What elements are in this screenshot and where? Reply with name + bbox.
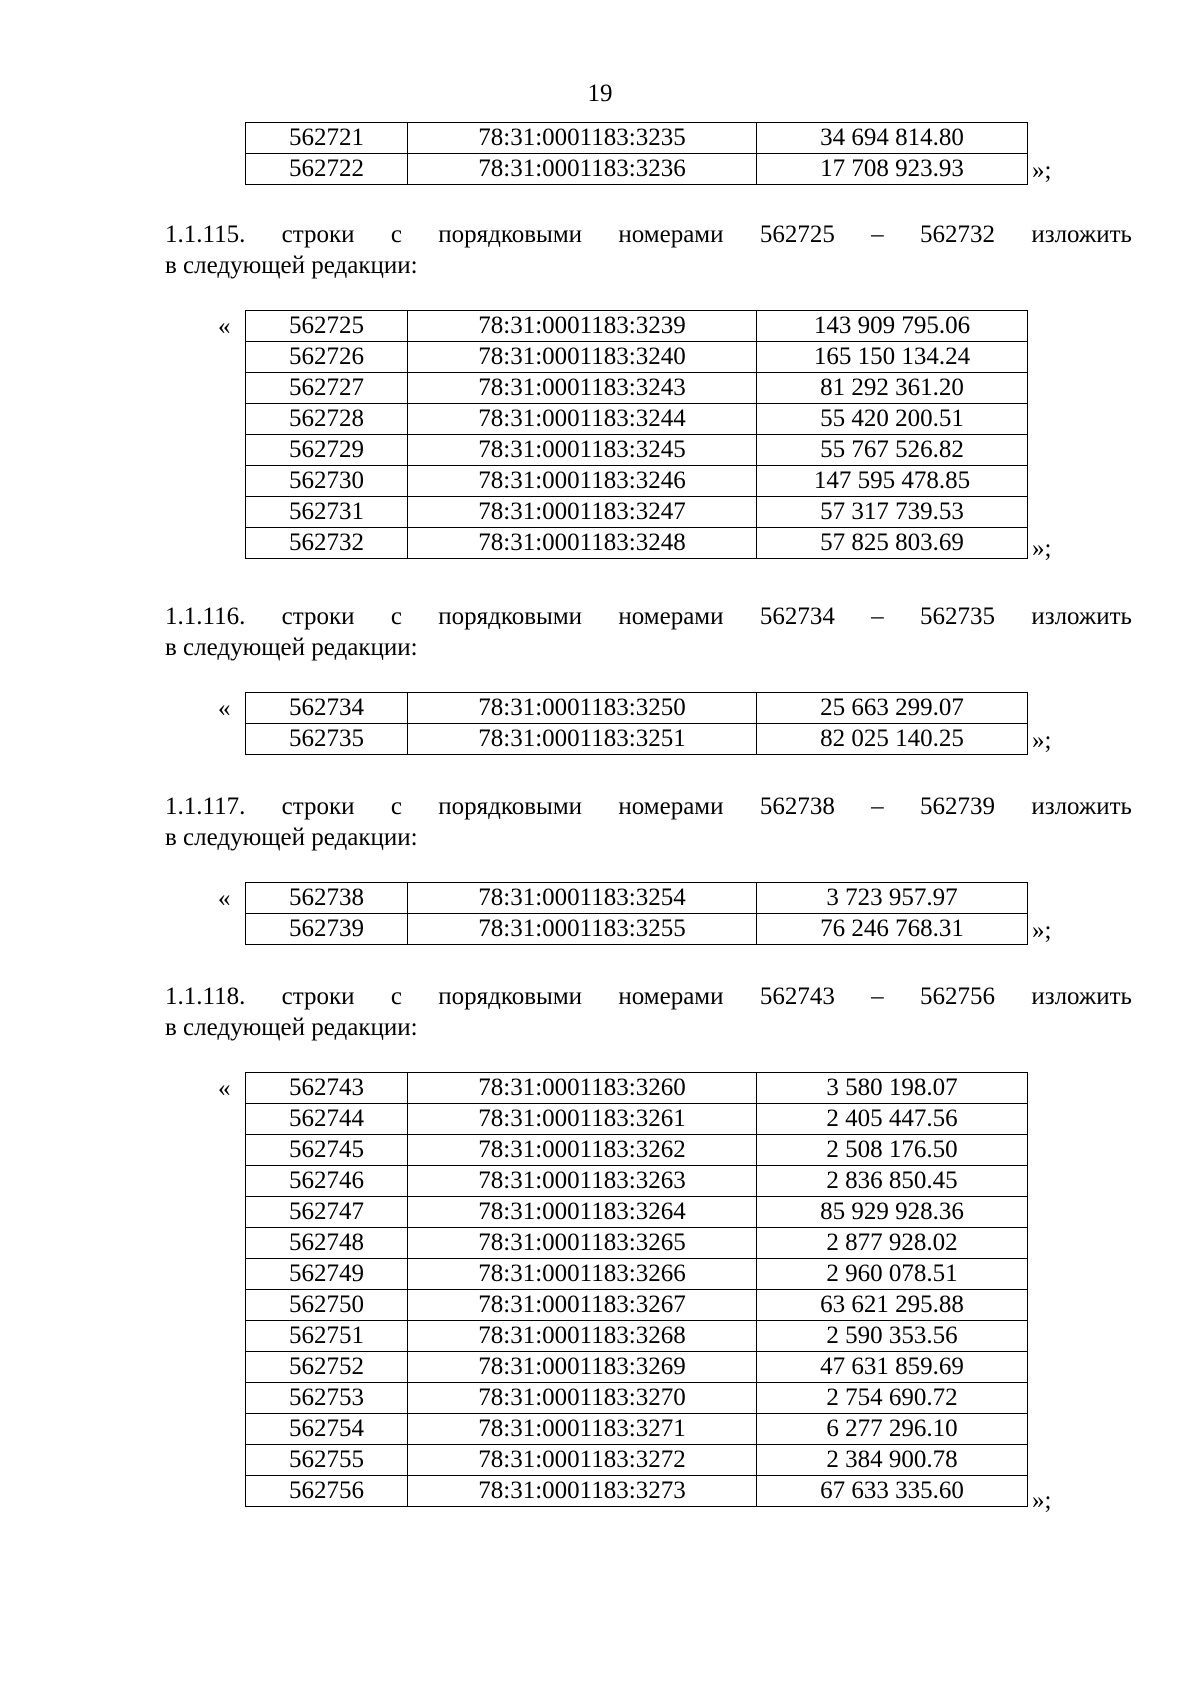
value-cell: 2 384 900.78: [757, 1445, 1028, 1476]
range-to: 562756: [920, 983, 995, 1010]
table-row: [246, 373, 1028, 404]
table-row: [246, 1321, 1028, 1352]
table-row: [246, 724, 1028, 755]
value-cell: 2 405 447.56: [757, 1104, 1028, 1135]
paragraph-first-line: [165, 221, 1132, 249]
item-number: 1.1.118.: [165, 983, 246, 1010]
row-number-cell: 562721: [246, 123, 408, 154]
paragraph: [0, 603, 1200, 665]
range-to: 562732: [920, 221, 995, 248]
cadastral-number-cell: 78:31:0001183:3264: [408, 1197, 757, 1228]
cadastral-number-cell: 78:31:0001183:3260: [408, 1073, 757, 1104]
range-to: 562739: [920, 793, 995, 820]
table-row: [246, 1073, 1028, 1104]
item-number: 1.1.117.: [165, 793, 246, 820]
row-number-cell: 562728: [246, 404, 408, 435]
range-from: 562734: [759, 603, 835, 630]
cadastral-number-cell: 78:31:0001183:3247: [408, 497, 757, 528]
paragraph: [0, 221, 1200, 283]
row-number-cell: 562739: [246, 914, 408, 945]
word: изложить: [1031, 603, 1132, 630]
cadastral-number-cell: 78:31:0001183:3270: [408, 1383, 757, 1414]
paragraph-first-line: [165, 983, 1132, 1011]
cadastral-number-cell: 78:31:0001183:3243: [408, 373, 757, 404]
paragraph: [0, 793, 1200, 855]
value-cell: 3 723 957.97: [757, 883, 1028, 914]
row-number-cell: 562722: [246, 154, 408, 185]
cadastral-number-cell: 78:31:0001183:3263: [408, 1166, 757, 1197]
word: изложить: [1031, 793, 1132, 820]
row-number-cell: 562729: [246, 435, 408, 466]
section-1116: [0, 603, 1200, 754]
table-row: [246, 1197, 1028, 1228]
word: порядковыми: [438, 983, 583, 1010]
paragraph: [0, 983, 1200, 1045]
item-number: 1.1.116.: [165, 603, 246, 630]
value-cell: 2 590 353.56: [757, 1321, 1028, 1352]
cadastral-number-cell: 78:31:0001183:3261: [408, 1104, 757, 1135]
word: номерами: [618, 603, 724, 630]
cadastral-number-cell: 78:31:0001183:3236: [408, 154, 757, 185]
cadastral-number-cell: 78:31:0001183:3250: [408, 693, 757, 724]
close-quote: »;: [1032, 157, 1052, 184]
value-cell: 82 025 140.25: [757, 724, 1028, 755]
paragraph-first-line: [165, 793, 1132, 821]
range-dash: –: [871, 793, 884, 820]
table-row: [246, 311, 1028, 342]
cadastral-number-cell: 78:31:0001183:3240: [408, 342, 757, 373]
value-cell: 165 150 134.24: [757, 342, 1028, 373]
table-container: [245, 882, 1028, 945]
row-number-cell: 562726: [246, 342, 408, 373]
open-quote: «: [218, 1075, 231, 1102]
word: изложить: [1031, 983, 1132, 1010]
cadastral-number-cell: 78:31:0001183:3262: [408, 1135, 757, 1166]
value-cell: 47 631 859.69: [757, 1352, 1028, 1383]
row-number-cell: 562747: [246, 1197, 408, 1228]
row-number-cell: 562731: [246, 497, 408, 528]
value-cell: 2 508 176.50: [757, 1135, 1028, 1166]
value-cell: 57 317 739.53: [757, 497, 1028, 528]
value-cell: 76 246 768.31: [757, 914, 1028, 945]
word: строки: [281, 983, 355, 1010]
row-number-cell: 562753: [246, 1383, 408, 1414]
word: с: [390, 221, 402, 248]
section-1115: [0, 221, 1200, 562]
row-number-cell: 562744: [246, 1104, 408, 1135]
range-dash: –: [871, 983, 884, 1010]
table-row: [246, 404, 1028, 435]
table-row: [246, 466, 1028, 497]
value-cell: 67 633 335.60: [757, 1476, 1028, 1507]
table-row: [246, 693, 1028, 724]
table-row: [246, 123, 1028, 154]
word: порядковыми: [438, 603, 583, 630]
table-row: [246, 435, 1028, 466]
table-container: [245, 692, 1028, 755]
row-number-cell: 562755: [246, 1445, 408, 1476]
value-cell: 2 836 850.45: [757, 1166, 1028, 1197]
table-row: [246, 1228, 1028, 1259]
word: строки: [281, 221, 355, 248]
word: номерами: [618, 221, 724, 248]
cadastral-number-cell: 78:31:0001183:3239: [408, 311, 757, 342]
table-row: [246, 883, 1028, 914]
value-cell: 3 580 198.07: [757, 1073, 1028, 1104]
row-number-cell: 562749: [246, 1259, 408, 1290]
row-number-cell: 562750: [246, 1290, 408, 1321]
cadastral-number-cell: 78:31:0001183:3254: [408, 883, 757, 914]
value-cell: 143 909 795.06: [757, 311, 1028, 342]
word: с: [390, 603, 402, 630]
row-number-cell: 562725: [246, 311, 408, 342]
cadastral-number-cell: 78:31:0001183:3269: [408, 1352, 757, 1383]
paragraph-first-line: [165, 603, 1132, 631]
row-number-cell: 562727: [246, 373, 408, 404]
range-to: 562735: [920, 603, 995, 630]
value-cell: 57 825 803.69: [757, 528, 1028, 559]
table-row: [246, 1352, 1028, 1383]
value-cell: 81 292 361.20: [757, 373, 1028, 404]
word: порядковыми: [438, 221, 583, 248]
row-number-cell: 562735: [246, 724, 408, 755]
word: номерами: [618, 983, 724, 1010]
row-number-cell: 562730: [246, 466, 408, 497]
paragraph-second-line: в следующей редакции:: [165, 252, 418, 279]
value-cell: 34 694 814.80: [757, 123, 1028, 154]
table-container: [245, 1072, 1028, 1507]
value-cell: 147 595 478.85: [757, 466, 1028, 497]
row-number-cell: 562751: [246, 1321, 408, 1352]
cadastral-number-cell: 78:31:0001183:3272: [408, 1445, 757, 1476]
value-cell: 2 877 928.02: [757, 1228, 1028, 1259]
paragraph-second-line: в следующей редакции:: [165, 1014, 418, 1041]
value-cell: 85 929 928.36: [757, 1197, 1028, 1228]
page-number: 19: [587, 80, 613, 107]
cadastral-number-cell: 78:31:0001183:3266: [408, 1259, 757, 1290]
table-row: [246, 1135, 1028, 1166]
rows-table: [245, 882, 1028, 945]
table-row: [246, 342, 1028, 373]
cadastral-number-cell: 78:31:0001183:3245: [408, 435, 757, 466]
table-row: [246, 528, 1028, 559]
cadastral-number-cell: 78:31:0001183:3268: [408, 1321, 757, 1352]
table-row: [246, 497, 1028, 528]
word: изложить: [1031, 221, 1132, 248]
rows-table: [245, 1072, 1028, 1507]
cadastral-number-cell: 78:31:0001183:3273: [408, 1476, 757, 1507]
row-number-cell: 562752: [246, 1352, 408, 1383]
cadastral-number-cell: 78:31:0001183:3246: [408, 466, 757, 497]
value-cell: 63 621 295.88: [757, 1290, 1028, 1321]
cadastral-number-cell: 78:31:0001183:3244: [408, 404, 757, 435]
open-quote: «: [218, 313, 231, 340]
range-from: 562743: [759, 983, 835, 1010]
value-cell: 2 754 690.72: [757, 1383, 1028, 1414]
rows-table: [245, 692, 1028, 755]
value-cell: 2 960 078.51: [757, 1259, 1028, 1290]
row-number-cell: 562738: [246, 883, 408, 914]
close-quote: »;: [1032, 535, 1052, 562]
table-container: [245, 122, 1028, 185]
item-number: 1.1.115.: [165, 221, 246, 248]
row-number-cell: 562743: [246, 1073, 408, 1104]
row-number-cell: 562732: [246, 528, 408, 559]
row-number-cell: 562754: [246, 1414, 408, 1445]
table-row: [246, 1414, 1028, 1445]
table-row: [246, 154, 1028, 185]
cadastral-number-cell: 78:31:0001183:3251: [408, 724, 757, 755]
word: с: [390, 983, 402, 1010]
table-row: [246, 914, 1028, 945]
cadastral-number-cell: 78:31:0001183:3255: [408, 914, 757, 945]
value-cell: 25 663 299.07: [757, 693, 1028, 724]
row-number-cell: 562756: [246, 1476, 408, 1507]
table-row: [246, 1259, 1028, 1290]
close-quote: »;: [1032, 917, 1052, 944]
value-cell: 17 708 923.93: [757, 154, 1028, 185]
open-quote: «: [218, 695, 231, 722]
close-quote: »;: [1032, 1487, 1052, 1514]
word: строки: [281, 793, 355, 820]
paragraph-second-line: в следующей редакции:: [165, 824, 418, 851]
table-row: [246, 1104, 1028, 1135]
cadastral-number-cell: 78:31:0001183:3267: [408, 1290, 757, 1321]
value-cell: 6 277 296.10: [757, 1414, 1028, 1445]
row-number-cell: 562734: [246, 693, 408, 724]
word: строки: [281, 603, 355, 630]
paragraph-second-line: в следующей редакции:: [165, 634, 418, 661]
table-row: [246, 1383, 1028, 1414]
section-1118: [0, 983, 1200, 1514]
rows-table: [245, 122, 1028, 185]
word: порядковыми: [438, 793, 583, 820]
cadastral-number-cell: 78:31:0001183:3265: [408, 1228, 757, 1259]
table-row: [246, 1445, 1028, 1476]
cadastral-number-cell: 78:31:0001183:3248: [408, 528, 757, 559]
table-row: [246, 1476, 1028, 1507]
open-quote: «: [218, 885, 231, 912]
row-number-cell: 562748: [246, 1228, 408, 1259]
range-dash: –: [871, 603, 884, 630]
value-cell: 55 767 526.82: [757, 435, 1028, 466]
table-container: [245, 310, 1028, 559]
table-row: [246, 1290, 1028, 1321]
rows-table: [245, 310, 1028, 559]
word: номерами: [618, 793, 724, 820]
word: с: [390, 793, 402, 820]
table-row: [246, 1166, 1028, 1197]
range-dash: –: [871, 221, 884, 248]
range-from: 562738: [759, 793, 835, 820]
range-from: 562725: [759, 221, 835, 248]
row-number-cell: 562745: [246, 1135, 408, 1166]
section-1117: [0, 793, 1200, 944]
cadastral-number-cell: 78:31:0001183:3235: [408, 123, 757, 154]
value-cell: 55 420 200.51: [757, 404, 1028, 435]
cadastral-number-cell: 78:31:0001183:3271: [408, 1414, 757, 1445]
row-number-cell: 562746: [246, 1166, 408, 1197]
close-quote: »;: [1032, 727, 1052, 754]
